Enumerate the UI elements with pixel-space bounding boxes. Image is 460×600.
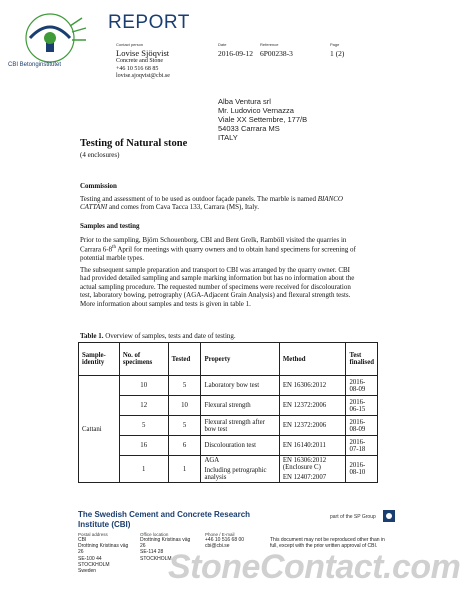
- logo-text: CBI Betonginstitutet: [8, 62, 62, 68]
- email-line[interactable]: cbi@cbi.se: [205, 543, 230, 550]
- specimens-cell: 5: [119, 416, 168, 436]
- contact-email[interactable]: lovise.sjoqvist@cbi.se: [116, 73, 170, 79]
- property-cell: [201, 456, 279, 483]
- office-line: STOCKHOLM: [140, 555, 172, 562]
- recipient-line: ITALY: [218, 133, 238, 142]
- table-caption-text: Overview of samples, tests and date of testing.: [103, 332, 236, 340]
- reproduction-notice: This document may not be reproduced other than in full, except with the prior written approval of CBI.: [270, 537, 385, 550]
- postal-line: CBI: [78, 537, 87, 543]
- method-cell: EN 16306:2012: [279, 376, 346, 396]
- footer-organization: The Swedish Cement and Concrete Research Institute (CBI): [78, 510, 251, 529]
- finalised-cell: 2016-08-09: [346, 376, 378, 396]
- table-row: [79, 436, 378, 456]
- page-number: 1 (2): [330, 49, 345, 58]
- method-line: EN 16306:2012 (Enclosure C): [282, 457, 327, 471]
- finalised-cell: 2016-08-10: [346, 456, 378, 483]
- specimens-cell: 16: [119, 436, 168, 456]
- commission-text: and comes from Cava Tacca 133, Carrara (MS), Italy.: [107, 203, 259, 212]
- postal-line: 26: [78, 549, 84, 556]
- report-date: 2016-09-12: [218, 49, 253, 58]
- table-row: [79, 416, 378, 436]
- tested-cell: 5: [168, 416, 201, 436]
- property-cell: Flexural strength: [201, 396, 279, 416]
- finalised-cell: 2016-06-15: [346, 396, 378, 416]
- method-cell: EN 12372:2006: [279, 396, 346, 416]
- column-header: Property: [201, 343, 279, 376]
- table-caption-label: Table 1.: [80, 332, 104, 340]
- sp-logo-icon: [382, 509, 396, 523]
- specimens-cell: 12: [119, 396, 168, 416]
- postal-line: STOCKHOLM: [78, 561, 110, 568]
- specimens-cell: 10: [119, 376, 168, 396]
- commission-heading: Commission: [80, 182, 117, 190]
- office-line: SE-114 28: [140, 549, 164, 556]
- samples-heading: Samples and testing: [80, 222, 140, 230]
- tested-cell: 10: [168, 396, 201, 416]
- method-cell: EN 12372:2006: [279, 416, 346, 436]
- contact-label: Contact person: [116, 42, 144, 47]
- specimens-cell: 1: [119, 456, 168, 483]
- date-label: Date: [218, 42, 227, 47]
- table-row: [79, 456, 378, 483]
- reference-label: Reference: [260, 42, 279, 47]
- recipient-line: Alba Ventura srl: [218, 97, 271, 106]
- property-cell: Flexural strength after bow test: [201, 416, 279, 436]
- tested-cell: 6: [168, 436, 201, 456]
- samples-paragraph-2: The subsequent sample preparation and transport to CBI was arranged by the quarry owner. CBI had provided detailed sampling and sample marking information but has no information about the actual sampling procedure. The requested number of specimens were received for discolouration test, laboratory bowing, petrography (AGA-Adjacent Grain Analysis) and flexural strength tests. More information about samples and tests is given in table 1.: [80, 266, 355, 308]
- postal-address: [78, 532, 138, 574]
- table-row: [79, 376, 378, 396]
- superscript: th: [112, 245, 116, 251]
- tested-cell: 1: [168, 456, 201, 483]
- table-header-row: [79, 343, 378, 376]
- property-cell: Laboratory bow test: [201, 376, 279, 396]
- phone-email: [205, 532, 265, 549]
- samples-table: [78, 342, 378, 483]
- recipient-line: 54033 Carrara MS: [218, 124, 280, 133]
- commission-text: Testing and assessment of to be used as outdoor façade panels. The marble is named: [80, 195, 318, 203]
- document-subtitle: (4 enclosures): [80, 151, 120, 159]
- postal-line: SE-100 44: [78, 555, 102, 562]
- method-line: EN 12407:2007: [282, 474, 327, 481]
- column-header: Method: [279, 343, 346, 376]
- marble-name: BIANCO CATTANI: [80, 195, 343, 212]
- column-header: Tested: [168, 343, 201, 376]
- postal-label: Postal address: [78, 532, 108, 537]
- table-caption: [80, 332, 236, 340]
- property-line: AGA: [204, 457, 220, 464]
- tested-cell: 5: [168, 376, 201, 396]
- office-line: 26: [140, 543, 146, 550]
- table-row: [79, 396, 378, 416]
- samples-paragraph-1: [80, 236, 360, 263]
- recipient-line: Mr. Ludovico Vernazza: [218, 106, 294, 115]
- method-cell: EN 16140:2011: [279, 436, 346, 456]
- finalised-cell: 2016-08-09: [346, 416, 378, 436]
- reference-number: 6P00238-3: [260, 49, 293, 58]
- contact-dept: Concrete and Stone: [116, 58, 163, 64]
- column-header: Test finalised: [346, 343, 378, 376]
- samples-text: Prior to the sampling, Björn Schouenborg, CBI and Bent Grelk, Ramböll visited the quarries in Carrara 6-8: [80, 236, 347, 254]
- postal-line: Sweden: [78, 568, 97, 575]
- property-line: Including petrographic analysis: [204, 467, 267, 481]
- column-header: No. of specimens: [119, 343, 168, 376]
- column-header: Sample-identity: [79, 343, 120, 376]
- postal-line: Drottning Kristinas väg: [78, 543, 129, 550]
- phone-line: +46 10 516 68 00: [205, 537, 245, 543]
- contact-name: Lovise Sjöqvist: [116, 48, 170, 58]
- property-cell: Discolouration test: [201, 436, 279, 456]
- office-line: Drottning Kristinas väg: [140, 537, 191, 543]
- sample-identity-cell: Cattani: [79, 376, 120, 483]
- contact-phone: +46 10 516 68 85: [116, 65, 159, 72]
- recipient-line: Viale XX Settembre, 177/B: [218, 115, 308, 124]
- cbi-logo: [8, 8, 98, 76]
- watermark: StoneContact.com: [168, 548, 460, 586]
- page-label: Page: [330, 42, 340, 47]
- samples-text: April for meetings with quarry owners and to obtain hand specimens for screening of potential marble types.: [80, 245, 356, 263]
- phone-label: Phone / E-mail: [205, 532, 235, 537]
- commission-paragraph: [80, 195, 360, 212]
- sp-group-text: part of the SP Group: [330, 514, 376, 520]
- document-title: Testing of Natural stone: [80, 138, 188, 149]
- finalised-cell: 2016-07-18: [346, 436, 378, 456]
- recipient-address: [218, 97, 307, 142]
- method-cell: [279, 456, 346, 483]
- office-label: Office location: [140, 532, 169, 537]
- report-title: REPORT: [108, 12, 190, 33]
